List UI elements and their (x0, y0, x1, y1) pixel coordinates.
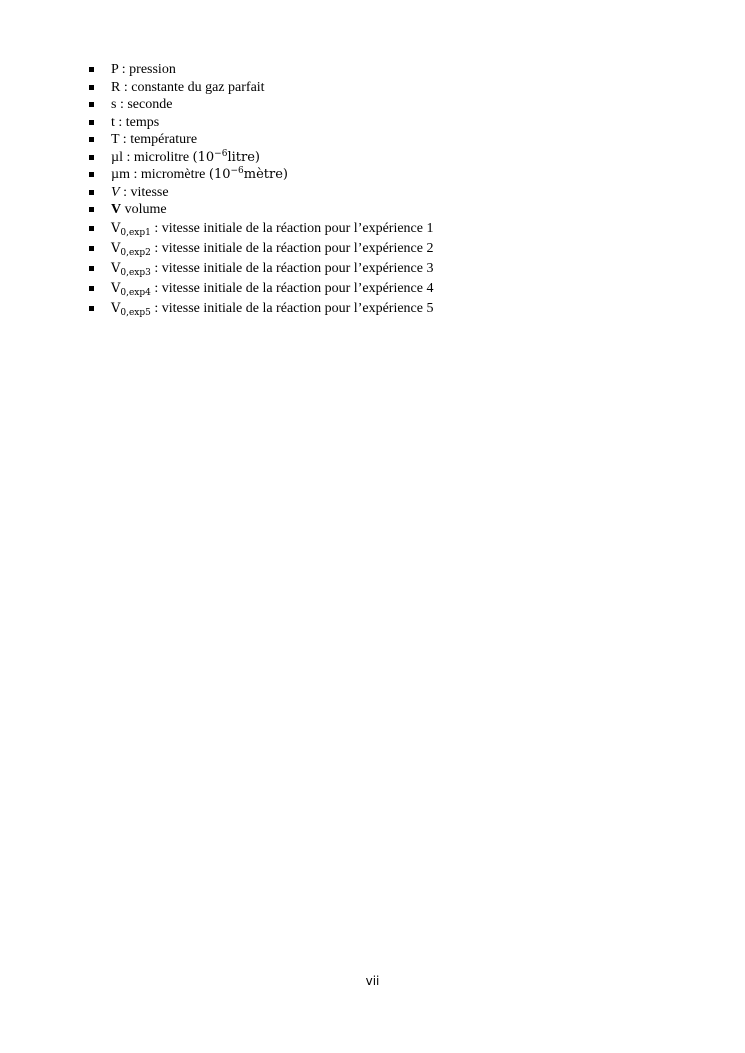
symbol-text: T : température (111, 132, 198, 147)
symbol-text: : vitesse (119, 184, 169, 200)
math-expression (111, 281, 151, 296)
math-unit: mètre) (243, 167, 289, 182)
symbol-text: : vitesse initiale de la réaction pour l’expérience 4 (150, 280, 434, 296)
page-number: vii (365, 974, 380, 988)
list-item (88, 299, 433, 319)
symbol-text: µl : microlitre (111, 149, 193, 165)
math-expression (209, 167, 288, 182)
square-bullet-icon (89, 226, 94, 231)
square-bullet-icon (89, 67, 94, 72)
square-bullet-icon (89, 120, 94, 125)
list-item (88, 131, 433, 149)
math-base: V (111, 280, 121, 296)
symbol-text: P : pression (111, 62, 176, 77)
symbol-list (88, 61, 433, 319)
symbol-text: t : temps (111, 114, 160, 130)
symbol-text: volume (121, 202, 167, 217)
list-item (88, 279, 433, 299)
math-expression (111, 221, 151, 236)
symbol-text: R : constante du gaz parfait (111, 79, 265, 95)
symbol-text: : vitesse initiale de la réaction pour l’expérience 3 (150, 260, 434, 276)
math-superscript: −6 (214, 148, 228, 159)
list-item (88, 114, 433, 132)
math-base: V (111, 300, 121, 316)
math-unit: litre) (227, 149, 260, 165)
list-item (88, 184, 433, 202)
math-expression (111, 241, 151, 256)
symbol-text: : vitesse initiale de la réaction pour l’expérience 1 (150, 220, 434, 236)
symbol-text: : vitesse initiale de la réaction pour l’expérience 5 (150, 300, 434, 316)
math-subscript: 0,exp4 (120, 287, 151, 298)
list-item (88, 96, 433, 114)
list-item (88, 201, 433, 219)
math-expression (111, 301, 151, 316)
math-base: V (111, 220, 121, 236)
square-bullet-icon (89, 172, 94, 177)
list-item (88, 259, 433, 279)
square-bullet-icon (89, 266, 94, 271)
square-bullet-icon (89, 102, 94, 107)
symbol-text: µm : micromètre (111, 167, 209, 182)
math-subscript: 0,exp1 (120, 227, 151, 238)
list-item (88, 79, 433, 97)
math-base: (10 (208, 167, 231, 182)
list-item (88, 149, 433, 167)
square-bullet-icon (89, 137, 94, 142)
list-item (88, 239, 433, 259)
symbol-text: : vitesse initiale de la réaction pour l’expérience 2 (150, 240, 434, 256)
math-base: (10 (192, 149, 215, 165)
list-item (88, 166, 433, 184)
square-bullet-icon (89, 85, 94, 90)
symbol-italic: V (111, 184, 120, 200)
math-base: V (111, 240, 121, 256)
math-subscript: 0,exp3 (120, 267, 151, 278)
math-expression (193, 150, 260, 165)
list-item (88, 61, 433, 79)
square-bullet-icon (89, 246, 94, 251)
math-subscript: 0,exp5 (120, 307, 151, 318)
math-superscript: −6 (230, 166, 244, 176)
square-bullet-icon (89, 190, 94, 195)
math-base: V (111, 260, 121, 276)
square-bullet-icon (89, 155, 94, 160)
square-bullet-icon (89, 306, 94, 311)
list-item (88, 219, 433, 239)
symbol-text: s : seconde (111, 97, 173, 112)
math-subscript: 0,exp2 (120, 247, 151, 258)
square-bullet-icon (89, 207, 94, 212)
square-bullet-icon (89, 286, 94, 291)
math-expression (111, 261, 151, 276)
symbol-bold: V (111, 202, 122, 217)
